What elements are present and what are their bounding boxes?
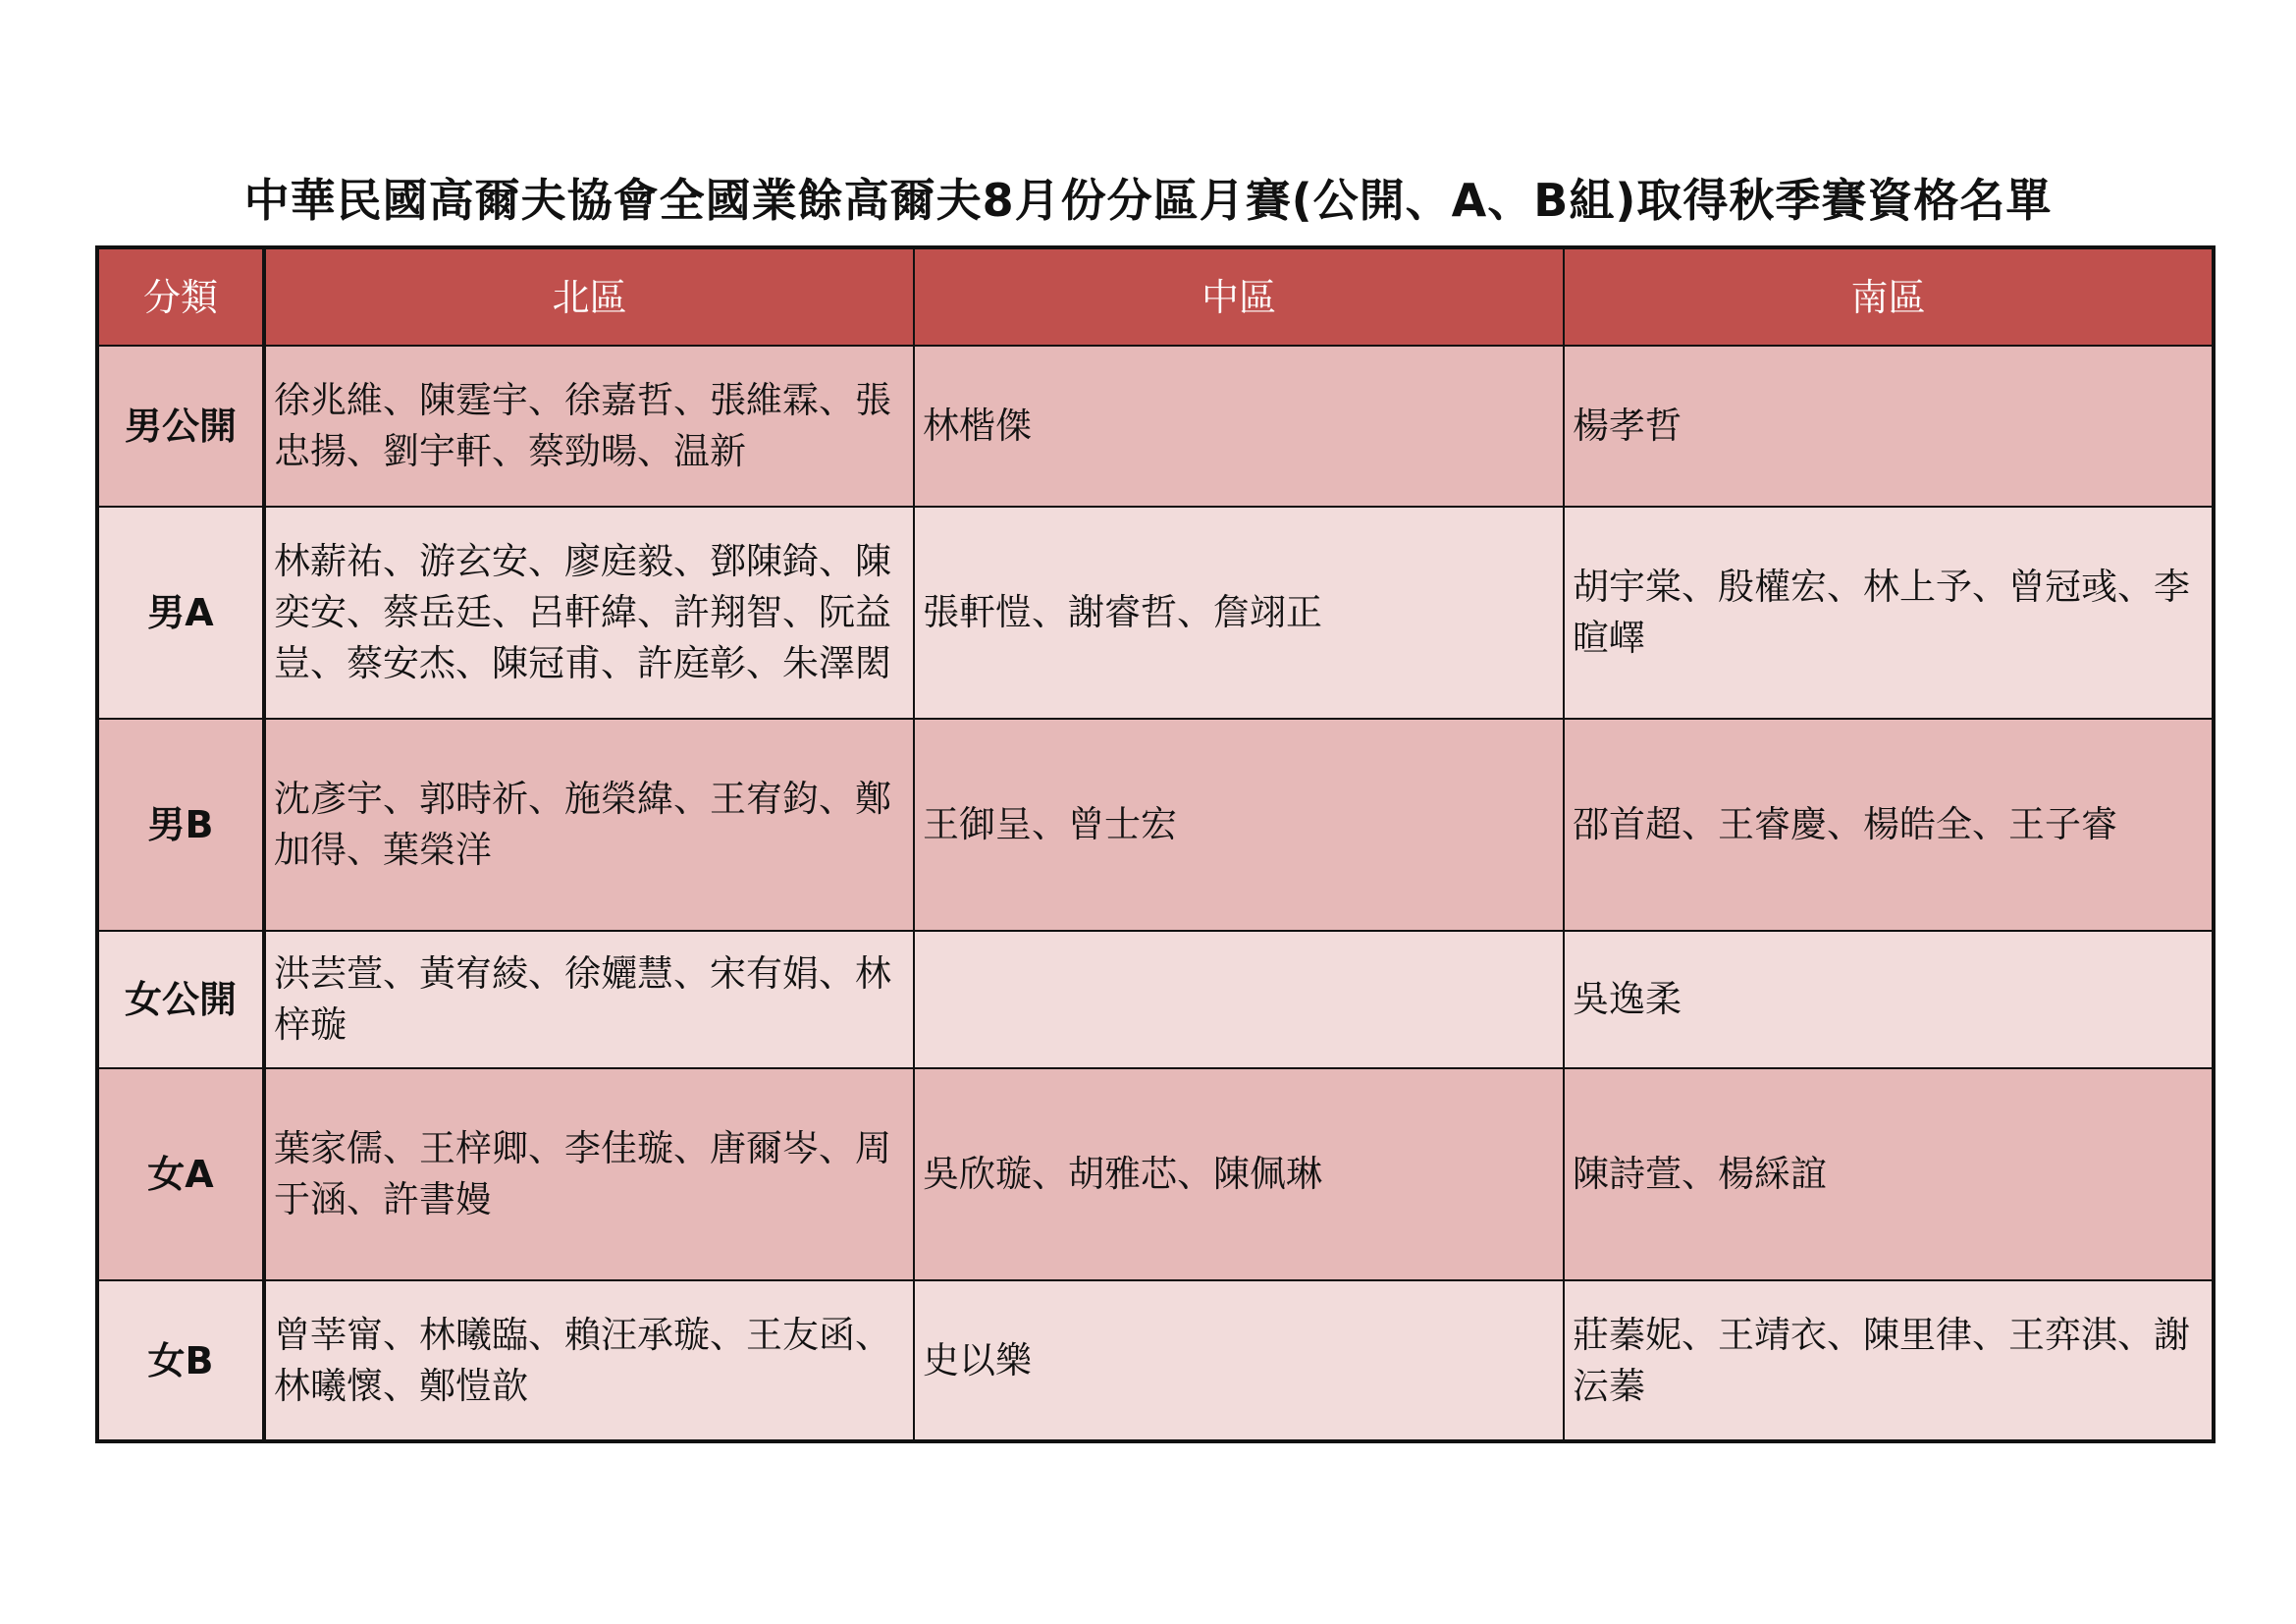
north-names: 葉家儒、王梓卿、李佳璇、唐爾岑、周于涵、許書嫚: [264, 1068, 914, 1280]
central-names: 史以樂: [914, 1280, 1564, 1441]
south-names: 胡宇棠、殷權宏、林上予、曾冠彧、李暄嶧: [1564, 507, 2214, 719]
qualification-table: [95, 245, 2216, 1443]
row-category: 男B: [97, 719, 264, 931]
row-category: 男A: [97, 507, 264, 719]
row-category: 女B: [97, 1280, 264, 1441]
north-names: 徐兆維、陳霆宇、徐嘉哲、張維霖、張忠揚、劉宇軒、蔡勁暘、温新: [264, 346, 914, 507]
table-header-row: [97, 247, 2214, 346]
north-names: 洪芸萱、黃宥綾、徐孋慧、宋有娟、林梓璇: [264, 931, 914, 1068]
header-central: 中區: [914, 247, 1564, 346]
row-category: 男公開: [97, 346, 264, 507]
header-south: 南區: [1564, 247, 2214, 346]
table-row: [97, 507, 2214, 719]
row-category: 女A: [97, 1068, 264, 1280]
north-names: 曾莘甯、林曦臨、賴汪承璇、王友函、林曦懷、鄭愷歆: [264, 1280, 914, 1441]
central-names: 王御呈、曾士宏: [914, 719, 1564, 931]
table-row: [97, 346, 2214, 507]
table-row: [97, 1280, 2214, 1441]
north-names: 沈彥宇、郭時祈、施榮緯、王宥鈞、鄭加得、葉榮洋: [264, 719, 914, 931]
central-names: 林楷傑: [914, 346, 1564, 507]
central-names: 吳欣璇、胡雅芯、陳佩琳: [914, 1068, 1564, 1280]
header-category: 分類: [97, 247, 264, 346]
south-names: 楊孝哲: [1564, 346, 2214, 507]
header-north: 北區: [264, 247, 914, 346]
table-row: [97, 931, 2214, 1068]
central-names: 張軒愷、謝睿哲、詹翊正: [914, 507, 1564, 719]
table-row: [97, 1068, 2214, 1280]
page-title: 中華民國高爾夫協會全國業餘高爾夫8月份分區月賽(公開、A、B組)取得秋季賽資格名單: [243, 174, 2053, 227]
south-names: 陳詩萱、楊綵誼: [1564, 1068, 2214, 1280]
north-names: 林薪祐、游玄安、廖庭毅、鄧陳錡、陳奕安、蔡岳廷、呂軒緯、許翔智、阮益豈、蔡安杰、陳冠甫、許庭彰、朱澤閎: [264, 507, 914, 719]
central-names: [914, 931, 1564, 1068]
south-names: 吳逸柔: [1564, 931, 2214, 1068]
table-row: [97, 719, 2214, 931]
south-names: 莊蓁妮、王靖衣、陳里律、王弈淇、謝沄蓁: [1564, 1280, 2214, 1441]
row-category: 女公開: [97, 931, 264, 1068]
south-names: 邵首超、王睿慶、楊皓全、王子睿: [1564, 719, 2214, 931]
